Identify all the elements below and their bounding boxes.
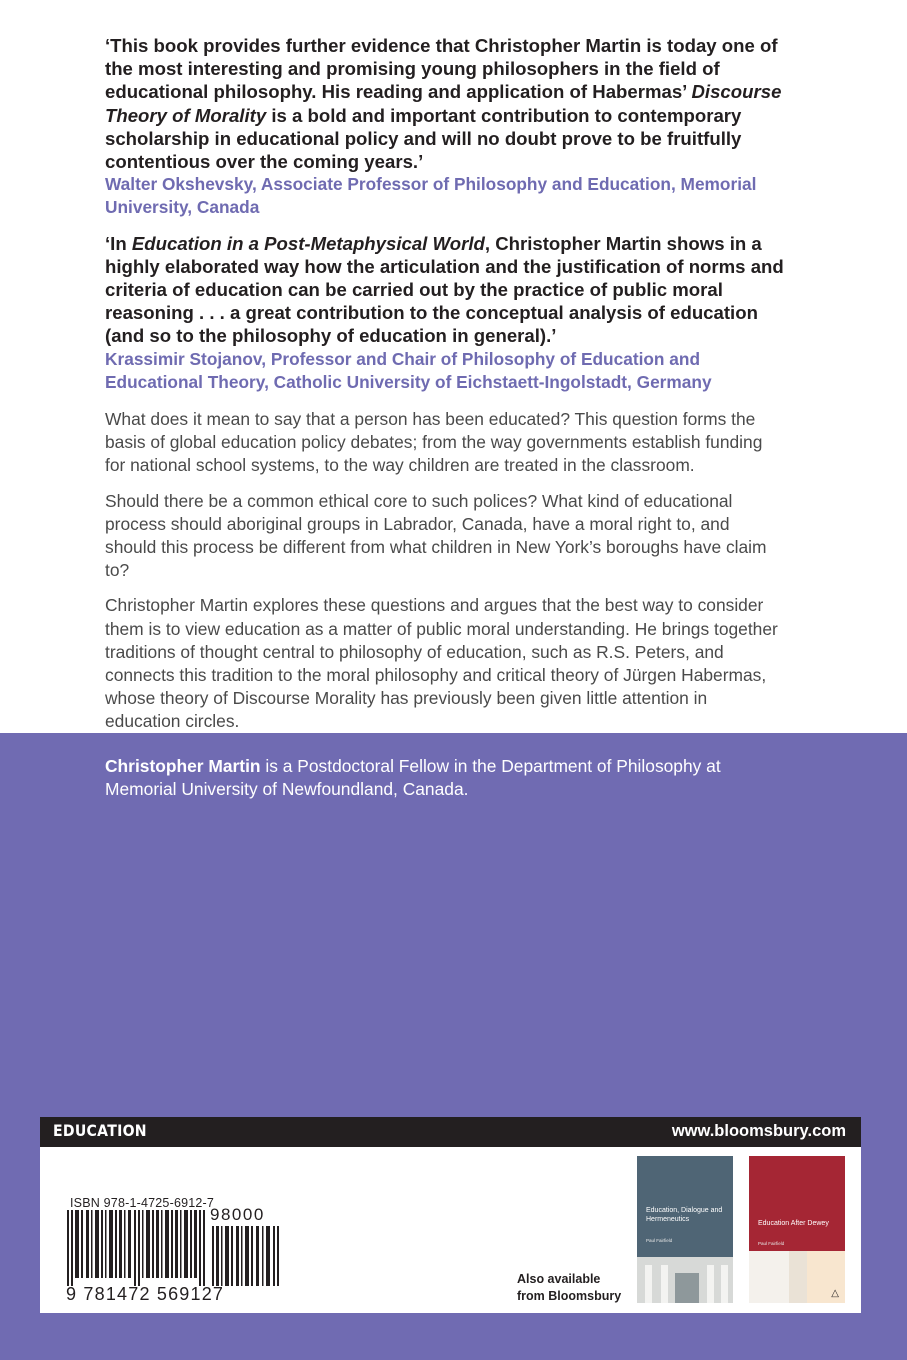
related-book-cover[interactable] — [637, 1156, 733, 1303]
blurb-column — [105, 34, 785, 734]
subject-category: EDUCATION — [53, 1121, 147, 1140]
quote-1-text-b: is a bold and important contribution to contemporary scholarship in educational policy and will no doubt prove to be fruitfully contentious over the coming years.’ — [105, 104, 742, 173]
subject-strip — [40, 1117, 861, 1147]
related-book-author: Paul Fairfield — [646, 1238, 673, 1243]
quote-2-book-title: Education in a Post-Metaphysical World — [131, 232, 485, 254]
related-book-title: Education, Dialogue and Hermeneutics — [646, 1207, 723, 1223]
description-paragraph: Should there be a common ethical core to such polices? What kind of educational process should aboriginal groups in Labrador, Canada, have a moral right to, and should this process be different from what children in New York’s boroughs have claim to? — [105, 490, 767, 581]
endorsement-quote-2 — [105, 232, 785, 348]
author-bio-text: is a Postdoctoral Fellow in the Department of Philosophy at Memorial University of Newfoundland, Canada. — [105, 756, 721, 800]
barcode-panel — [40, 1147, 861, 1313]
related-book-title: Education After Dewey — [758, 1220, 829, 1227]
author-name: Christopher Martin — [105, 756, 261, 776]
price-barcode — [212, 1226, 280, 1286]
quote-1-text-a: ‘This book provides further evidence that Christopher Martin is today one of the most interesting and promising young philosophers in the field of educational philosophy. His reading and application of Habermas’ — [105, 35, 778, 103]
isbn-label: ISBN 978-1-4725-6912-7 — [70, 1196, 215, 1210]
quote-1-book-title: Discourse Theory of Morality — [105, 81, 782, 126]
endorsement-quote-1 — [105, 34, 785, 173]
endorsement-attribution-2: Krassimir Stojanov, Professor and Chair of Philosophy of Education and Educational Theory, Catholic University of Eichstaett-Ingolstadt, Germany — [105, 348, 712, 392]
barcode-number: 9 781472 569127 — [66, 1284, 225, 1304]
endorsement-attribution-1: Walter Okshevsky, Associate Professor of Philosophy and Education, Memorial University, Canada — [105, 174, 757, 218]
publisher-logo-icon: △ — [831, 1288, 839, 1299]
related-book-author: Paul Fairfield — [758, 1241, 785, 1246]
description-paragraph: Christopher Martin explores these questions and argues that the best way to consider them is to view education as a matter of public moral understanding. He brings together traditions of thought central to philosophy of education, such as R.S. Peters, and connects this tradition to the moral philosophy and critical theory of Jürgen Habermas, whose theory of Discourse Morality has previously been given little attention in education circles. — [105, 595, 778, 732]
related-book-cover[interactable] — [749, 1156, 845, 1303]
publisher-website-link[interactable]: www.bloomsbury.com — [671, 1122, 846, 1140]
quote-2-text-a: ‘In — [105, 232, 132, 254]
description-paragraph: What does it mean to say that a person has been educated? This question forms the basis of global education policy debates; from the way governments establish funding for national school systems, to the way children are treated in the classroom. — [105, 409, 763, 476]
building-photo — [637, 1257, 733, 1303]
also-available-label: Also available from Bloomsbury — [517, 1272, 622, 1303]
author-bio — [105, 755, 785, 802]
quote-2-text-b: , Christopher Martin shows in a highly elaborated way how the articulation and the justification of norms and criteria of education can be carried out by the practice of public moral reasoning . . . a great contribution to the conceptual analysis of education (and so to the philosophy of education in general).’ — [105, 232, 784, 347]
price-code: 98000 — [210, 1205, 265, 1224]
ean-barcode — [67, 1210, 212, 1286]
cover-graphic — [749, 1251, 845, 1303]
